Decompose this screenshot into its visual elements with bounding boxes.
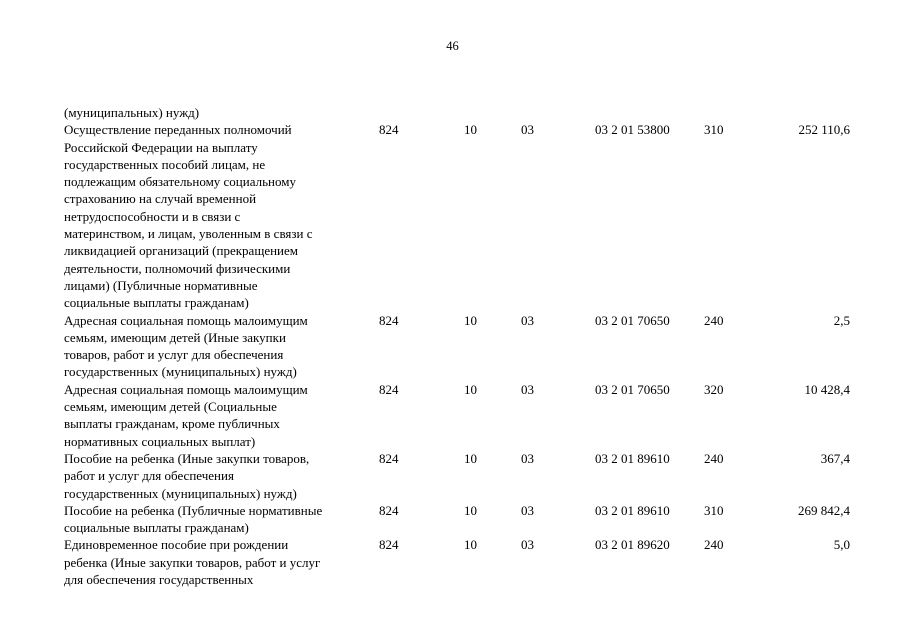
row-vr: 240 xyxy=(704,450,724,466)
row-vr: 310 xyxy=(704,122,724,138)
table-row xyxy=(0,536,905,588)
row-csr: 03 2 01 70650 xyxy=(595,312,670,328)
row-pr: 03 xyxy=(521,537,534,553)
page-number: 46 xyxy=(446,39,459,53)
row-pr: 03 xyxy=(521,450,534,466)
row-rz: 10 xyxy=(464,450,477,466)
budget-table xyxy=(0,104,905,588)
row-name: Адресная социальная помощь малоимущим семьям, имеющим детей (Социальные выплаты гражданам, кроме публичных нормативных социальных выплат) xyxy=(64,381,308,449)
row-sum: 367,4 xyxy=(820,450,850,466)
row-rz: 10 xyxy=(464,537,477,553)
row-vr: 240 xyxy=(704,537,724,553)
table-row xyxy=(0,502,905,537)
row-name: Единовременное пособие при рождении ребенка (Иные закупки товаров, работ и услуг для обеспечения государственных xyxy=(64,537,321,588)
row-sum: 5,0 xyxy=(833,537,850,553)
row-rz: 10 xyxy=(464,381,477,397)
row-grbs: 824 xyxy=(379,381,399,397)
row-pr: 03 xyxy=(521,122,534,138)
row-sum: 2,5 xyxy=(833,312,850,328)
row-csr: 03 2 01 70650 xyxy=(595,381,670,397)
row-vr: 310 xyxy=(704,502,724,518)
row-grbs: 824 xyxy=(379,312,399,328)
table-row xyxy=(0,104,905,121)
table-row xyxy=(0,381,905,450)
row-name: Пособие на ребенка (Публичные нормативные социальные выплаты гражданам) xyxy=(64,502,323,536)
row-name: Пособие на ребенка (Иные закупки товаров, работ и услуг для обеспечения государственных (муниципальных) нужд) xyxy=(64,450,310,501)
row-csr: 03 2 01 89620 xyxy=(595,537,670,553)
row-name: Адресная социальная помощь малоимущим семьям, имеющим детей (Иные закупки товаров, работ и услуг для обеспечения государственных (муниципальных) нужд) xyxy=(64,312,308,380)
row-sum: 10 428,4 xyxy=(804,381,850,397)
row-csr: 03 2 01 53800 xyxy=(595,122,670,138)
table-row xyxy=(0,312,905,381)
row-rz: 10 xyxy=(464,312,477,328)
row-name: (муниципальных) нужд) xyxy=(64,105,200,120)
row-rz: 10 xyxy=(464,502,477,518)
row-name: Осуществление переданных полномочий Российской Федерации на выплату государственных пособий лицам, не подлежащим обязательному социальному страхованию на случай временной нетрудоспособности и в связи с материнством, и лицам, уволенным в связи с ликвидацией организаций (прекращением деятельности, полномочий физическими лицами) (Публичные нормативные социальные выплаты гражданам) xyxy=(64,122,313,311)
row-grbs: 824 xyxy=(379,122,399,138)
row-grbs: 824 xyxy=(379,450,399,466)
row-vr: 240 xyxy=(704,312,724,328)
row-pr: 03 xyxy=(521,381,534,397)
row-pr: 03 xyxy=(521,312,534,328)
row-sum: 252 110,6 xyxy=(798,122,850,138)
row-sum: 269 842,4 xyxy=(798,502,850,518)
table-row xyxy=(0,121,905,311)
table-row xyxy=(0,450,905,502)
row-csr: 03 2 01 89610 xyxy=(595,502,670,518)
row-grbs: 824 xyxy=(379,502,399,518)
row-pr: 03 xyxy=(521,502,534,518)
row-vr: 320 xyxy=(704,381,724,397)
row-grbs: 824 xyxy=(379,537,399,553)
row-csr: 03 2 01 89610 xyxy=(595,450,670,466)
row-rz: 10 xyxy=(464,122,477,138)
